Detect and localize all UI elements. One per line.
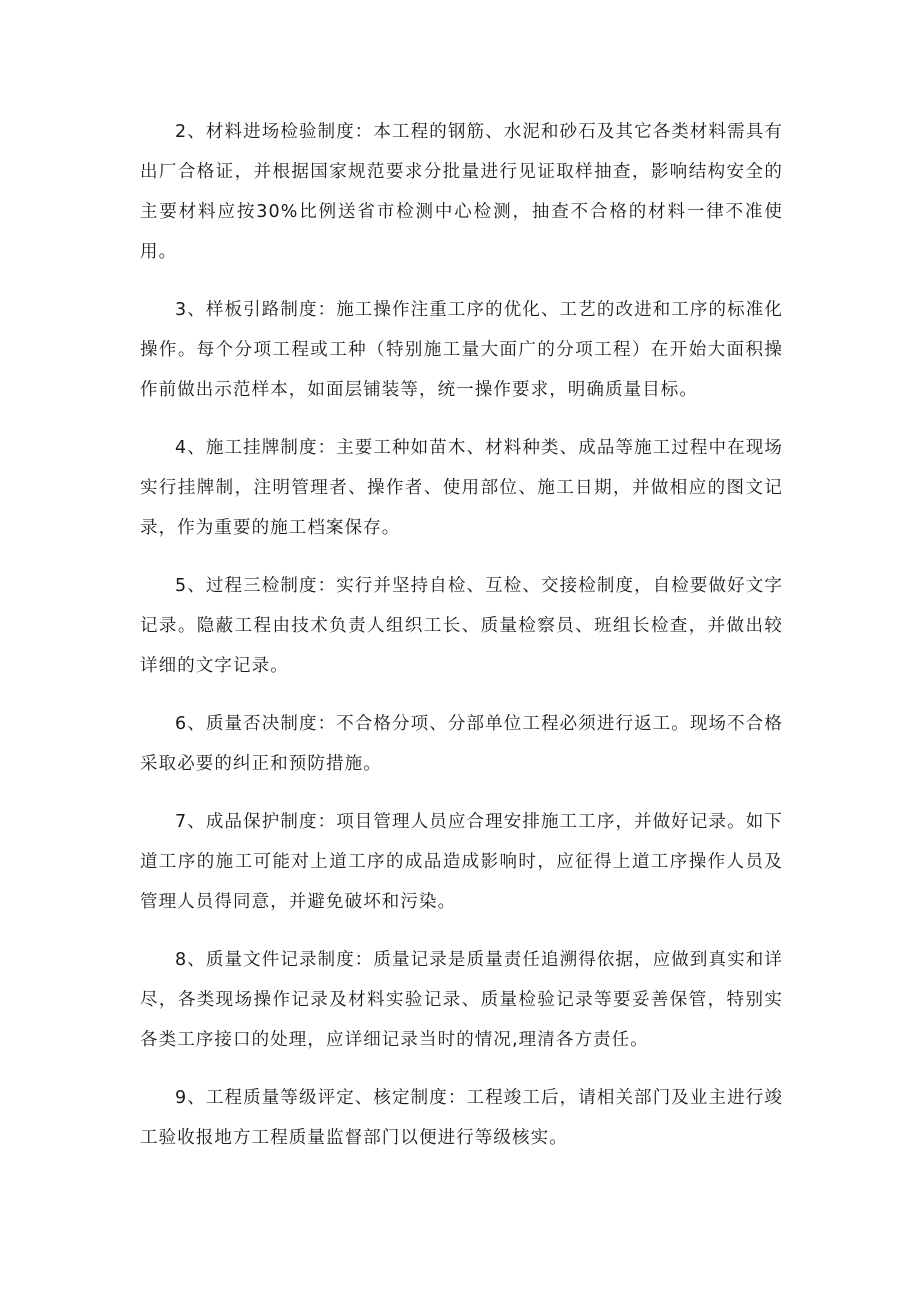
- paragraph-quality-grading: 9、工程质量等级评定、核定制度：工程竣工后，请相关部门及业主进行竣工验收报地方工程质量监督部门以便进行等级核实。: [140, 1088, 783, 1148]
- paragraph-quality-records: 8、质量文件记录制度：质量记录是质量责任追溯得依据，应做到真实和详尽，各类现场操作记录及材料实验记录、质量检验记录等要妥善保管，特别实各类工序接口的处理，应详细记录当时的情况,理清各方责任。: [140, 950, 783, 1050]
- document-body: [140, 112, 783, 1176]
- paragraph-product-protection: 7、成品保护制度：项目管理人员应合理安排施工工序，并做好记录。如下道工序的施工可能对上道工序的成品造成影响时，应征得上道工序操作人员及管理人员得同意，并避免破坏和污染。: [140, 812, 783, 912]
- paragraph-construction-tagging: 4、施工挂牌制度：主要工种如苗木、材料种类、成品等施工过程中在现场实行挂牌制，注明管理者、操作者、使用部位、施工日期，并做相应的图文记录，作为重要的施工档案保存。: [140, 438, 783, 538]
- paragraph-material-inspection: 2、材料进场检验制度：本工程的钢筋、水泥和砂石及其它各类材料需具有出厂合格证，并根据国家规范要求分批量进行见证取样抽查，影响结构安全的主要材料应按30%比例送省市检测中心检测，抽查不合格的材料一律不准使用。: [140, 122, 783, 262]
- paragraph-three-inspections: 5、过程三检制度：实行并坚持自检、互检、交接检制度，自检要做好文字记录。隐蔽工程由技术负责人组织工长、质量检察员、班组长检查，并做出较详细的文字记录。: [140, 576, 783, 676]
- paragraph-sample-guidance: 3、样板引路制度：施工操作注重工序的优化、工艺的改进和工序的标准化操作。每个分项工程或工种（特别施工量大面广的分项工程）在开始大面积操作前做出示范样本，如面层铺装等，统一操作要求，明确质量目标。: [140, 300, 783, 400]
- paragraph-quality-veto: 6、质量否决制度：不合格分项、分部单位工程必须进行返工。现场不合格采取必要的纠正和预防措施。: [140, 714, 783, 774]
